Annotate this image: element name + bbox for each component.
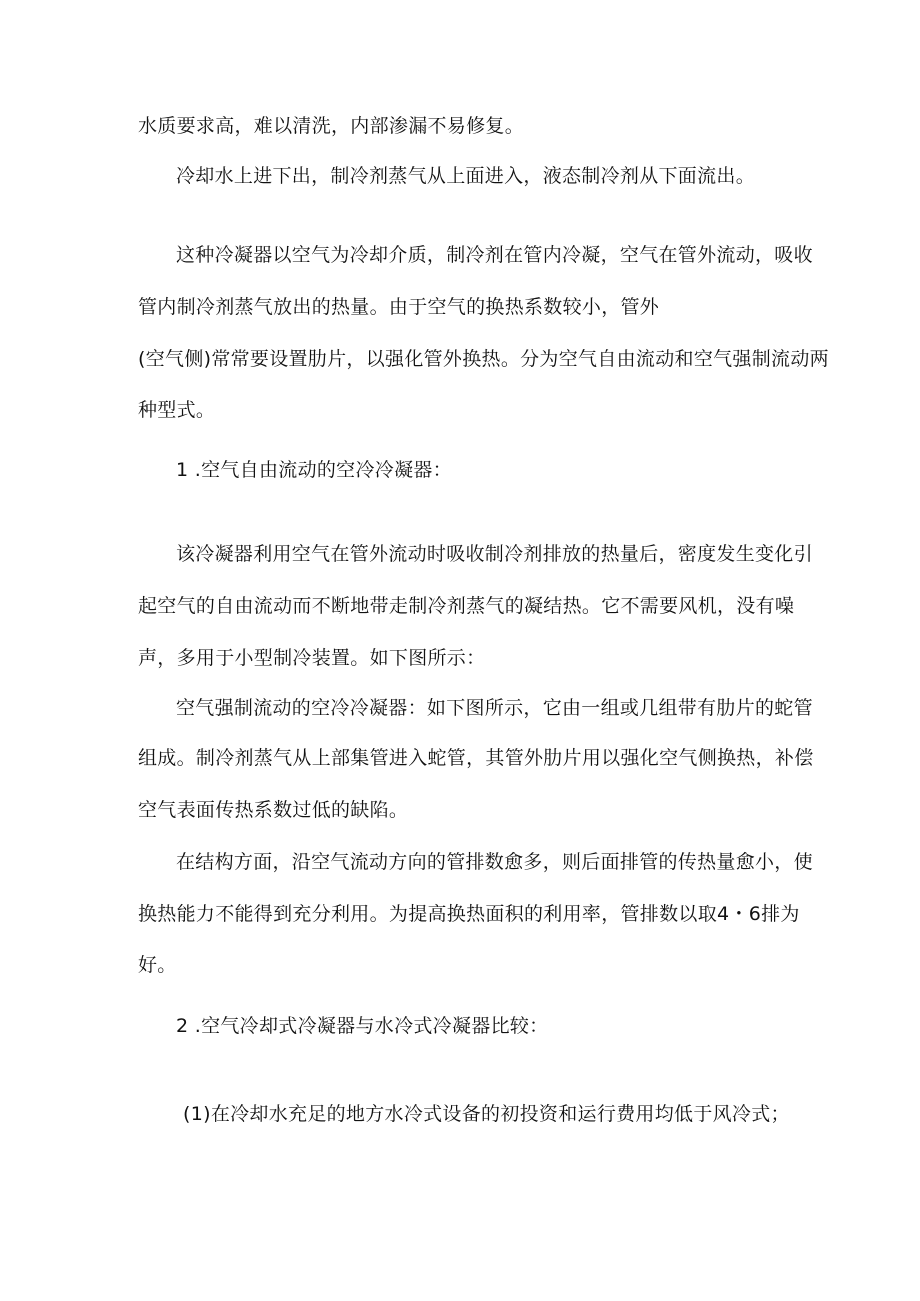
text-line: 起空气的自由流动而不断地带走制冷剂蒸气的凝结热。它不需要风机，没有噪 (138, 595, 795, 617)
text-line: 好。 (138, 954, 177, 976)
text-line: 空气表面传热系数过低的缺陷。 (138, 799, 409, 821)
text-line: 该冷凝器利用空气在管外流动时吸收制冷剂排放的热量后，密度发生变化引 (176, 543, 813, 565)
text-line: 水质要求高，难以清洗，内部渗漏不易修复。 (138, 115, 525, 137)
text-line: 管内制冷剂蒸气放出的热量。由于空气的换热系数较小，管外 (138, 296, 660, 318)
list-item: (1)在冷却水充足的地方水冷式设备的初投资和运行费用均低于风冷式； (183, 1103, 790, 1125)
text-line: 组成。制冷剂蒸气从上部集管进入蛇管，其管外肋片用以强化空气侧换热，补偿 (138, 747, 814, 769)
section-heading: 1 .空气自由流动的空冷冷凝器： (176, 459, 452, 481)
text-line: 在结构方面，沿空气流动方向的管排数愈多，则后面排管的传热量愈小，使 (176, 851, 813, 873)
text-line: 冷却水上进下出，制冷剂蒸气从上面进入，液态制冷剂从下面流出。 (176, 165, 756, 187)
text-line: 空气强制流动的空冷冷凝器：如下图所示，它由一组或几组带有肋片的蛇管 (176, 697, 813, 719)
text-line: (空气侧)常常要设置肋片，以强化管外换热。分为空气自由流动和空气强制流动两 (138, 348, 829, 370)
section-heading: 2 .空气冷却式冷凝器与水冷式冷凝器比较： (176, 1015, 549, 1037)
text-line: 这种冷凝器以空气为冷却介质，制冷剂在管内冷凝，空气在管外流动，吸收 (176, 244, 813, 266)
text-line: 声，多用于小型制冷装置。如下图所示： (138, 647, 486, 669)
text-line: 换热能力不能得到充分利用。为提高换热面积的利用率，管排数以取4・6排为 (138, 903, 800, 925)
text-line: 种型式。 (138, 399, 216, 421)
